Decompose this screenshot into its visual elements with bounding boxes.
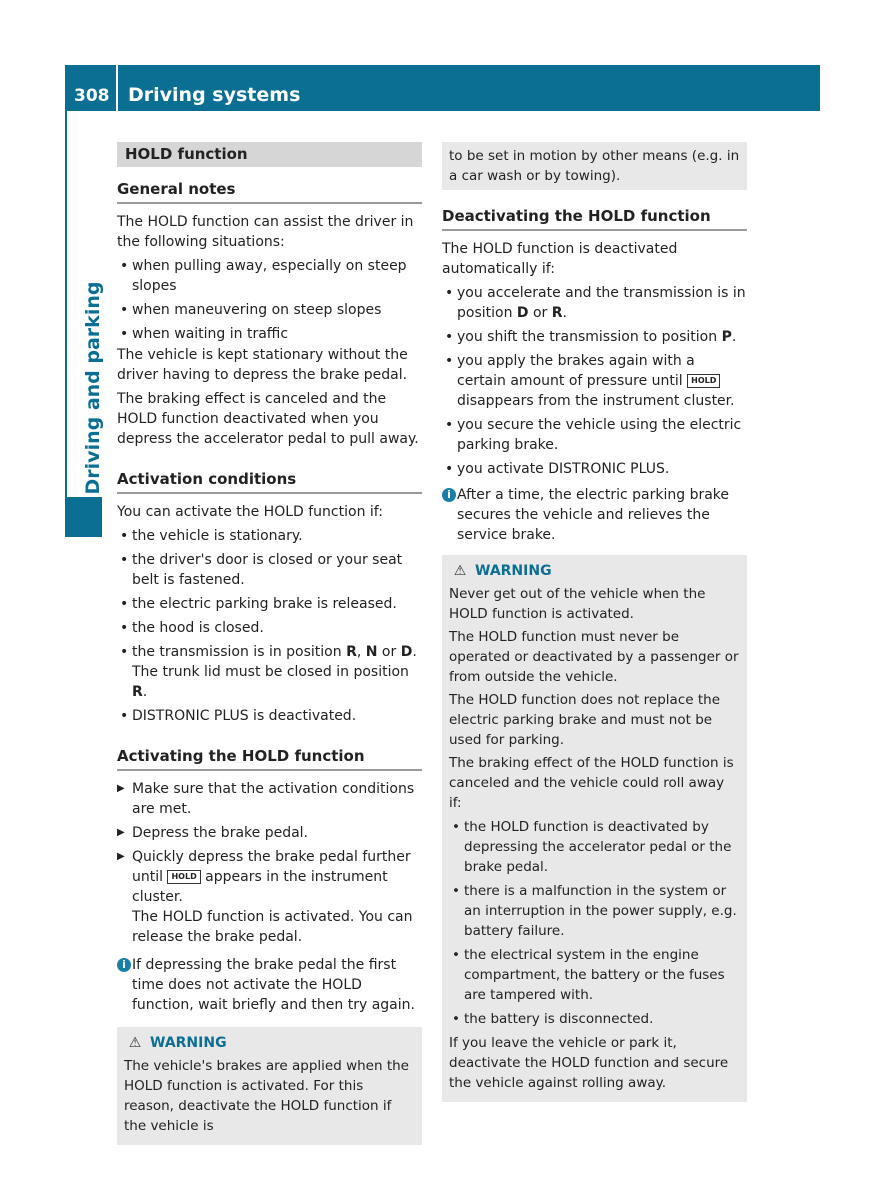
warning-text: The braking effect of the HOLD function is canceled and the vehicle could roll away if: xyxy=(449,755,734,811)
section-title-hold-function: HOLD function xyxy=(117,142,422,167)
text: the transmission is in position xyxy=(132,644,347,660)
header-divider xyxy=(116,65,118,111)
left-column xyxy=(117,142,422,1145)
gear-n: N xyxy=(365,644,378,660)
right-column xyxy=(442,142,747,1102)
warning-triangle-icon: ⚠ xyxy=(128,1035,142,1051)
activation-intro: You can activate the HOLD function if: xyxy=(117,504,383,520)
warning-title xyxy=(449,561,740,581)
text: disappears from the instrument cluster. xyxy=(457,393,735,409)
warning-triangle-icon: ⚠ xyxy=(453,563,467,579)
step-item: ▶ Depress the brake pedal. xyxy=(117,823,422,843)
warning-box xyxy=(442,555,747,1102)
hold-indicator-icon: HOLD xyxy=(687,374,720,388)
text: The HOLD function is activated. You can release the brake pedal. xyxy=(132,909,413,945)
warning-text: The HOLD function does not replace the electric parking brake and must not be used for parking. xyxy=(449,692,721,748)
info-icon: i xyxy=(117,958,131,972)
info-icon: i xyxy=(442,488,456,502)
gear-d: D xyxy=(400,644,413,660)
list-item: • you activate DISTRONIC PLUS. xyxy=(442,459,747,479)
deactivating-intro: The HOLD function is deactivated automatically if: xyxy=(442,241,678,277)
activation-conditions-list xyxy=(117,526,422,726)
deactivating-list xyxy=(442,283,747,479)
warning-text: If you leave the vehicle or park it, deactivate the HOLD function and secure the vehicle against rolling away. xyxy=(449,1035,729,1091)
general-notes-para: The vehicle is kept stationary without the driver having to depress the brake pedal. xyxy=(117,347,408,383)
list-item: • the electric parking brake is released. xyxy=(117,594,422,614)
list-item: • the HOLD function is deactivated by depressing the accelerator pedal or the brake pedal. xyxy=(449,817,740,877)
list-item xyxy=(117,642,422,702)
list-item: • DISTRONIC PLUS is deactivated. xyxy=(117,706,422,726)
side-section-label: Driving and parking xyxy=(82,281,104,495)
info-text: After a time, the electric parking brake secures the vehicle and relieves the service brake. xyxy=(457,487,730,543)
warning-text: The HOLD function must never be operated or deactivated by a passenger or from outside the vehicle. xyxy=(449,629,739,685)
list-item: • the vehicle is stationary. xyxy=(117,526,422,546)
warning-text: Never get out of the vehicle when the HOLD function is activated. xyxy=(449,586,706,622)
hold-indicator-icon: HOLD xyxy=(167,870,200,884)
list-item xyxy=(442,351,747,411)
info-note xyxy=(442,485,747,545)
general-notes-para: The braking effect is canceled and the HOLD function deactivated when you depress the accelerator pedal to pull away. xyxy=(117,391,419,447)
list-item: • when waiting in traffic xyxy=(117,324,422,344)
warning-box-continued: to be set in motion by other means (e.g. in a car wash or by towing). xyxy=(442,142,747,190)
text: you accelerate and the transmission is in position xyxy=(457,285,746,321)
list-item: • you secure the vehicle using the electric parking brake. xyxy=(442,415,747,455)
page-number: 308 xyxy=(74,86,110,106)
warning-box xyxy=(117,1027,422,1145)
text: . xyxy=(562,305,567,321)
text: . xyxy=(731,329,737,345)
list-item: • the hood is closed. xyxy=(117,618,422,638)
side-tab-marker xyxy=(65,497,102,537)
general-notes-intro: The HOLD function can assist the driver in the following situations: xyxy=(117,214,414,250)
heading-general-notes: General notes xyxy=(117,179,422,204)
text: , xyxy=(356,644,366,660)
heading-activation-conditions: Activation conditions xyxy=(117,469,422,494)
gear-r: R xyxy=(551,305,563,321)
list-item xyxy=(442,327,747,347)
gear-d: D xyxy=(516,305,529,321)
list-item: • the electrical system in the engine compartment, the battery or the fuses are tampered with. xyxy=(449,945,740,1005)
gear-p: P xyxy=(721,329,732,345)
gear-r: R xyxy=(346,644,357,660)
heading-deactivating: Deactivating the HOLD function xyxy=(442,206,747,231)
text: . The trunk lid must be closed in position xyxy=(132,644,417,680)
warning-label: WARNING xyxy=(475,563,552,579)
text: you shift the transmission to position xyxy=(457,329,722,345)
text: or xyxy=(377,644,401,660)
list-item: • there is a malfunction in the system or an interruption in the power supply, e.g. battery failure. xyxy=(449,881,740,941)
text: Quickly depress the brake pedal further until xyxy=(132,849,411,885)
list-item: • when pulling away, especially on steep slopes xyxy=(117,256,422,296)
warning-title xyxy=(124,1033,415,1053)
heading-activating: Activating the HOLD function xyxy=(117,746,422,771)
general-notes-list xyxy=(117,256,422,344)
step-item xyxy=(117,847,422,947)
step-item: ▶ Make sure that the activation conditions are met. xyxy=(117,779,422,819)
list-item: • when maneuvering on steep slopes xyxy=(117,300,422,320)
text: . xyxy=(142,684,148,700)
side-rule xyxy=(65,111,67,536)
activating-steps xyxy=(117,779,422,947)
list-item xyxy=(442,283,747,323)
text: or xyxy=(528,305,552,321)
chapter-title: Driving systems xyxy=(128,84,301,106)
list-item: • the driver's door is closed or your seat belt is fastened. xyxy=(117,550,422,590)
text: you apply the brakes again with a certain amount of pressure until xyxy=(457,353,695,389)
text: appears in the instrument cluster. xyxy=(132,869,388,905)
list-item: • the battery is disconnected. xyxy=(449,1009,740,1029)
warning-text: The vehicle's brakes are applied when the HOLD function is activated. For this reason, deactivate the HOLD function if the vehicle is xyxy=(124,1058,409,1134)
info-note xyxy=(117,955,422,1015)
warning-list xyxy=(449,817,740,1029)
gear-r: R xyxy=(132,684,143,700)
info-text: If depressing the brake pedal the first time does not activate the HOLD function, wait briefly and then try again. xyxy=(132,957,415,1013)
warning-label: WARNING xyxy=(150,1035,227,1051)
